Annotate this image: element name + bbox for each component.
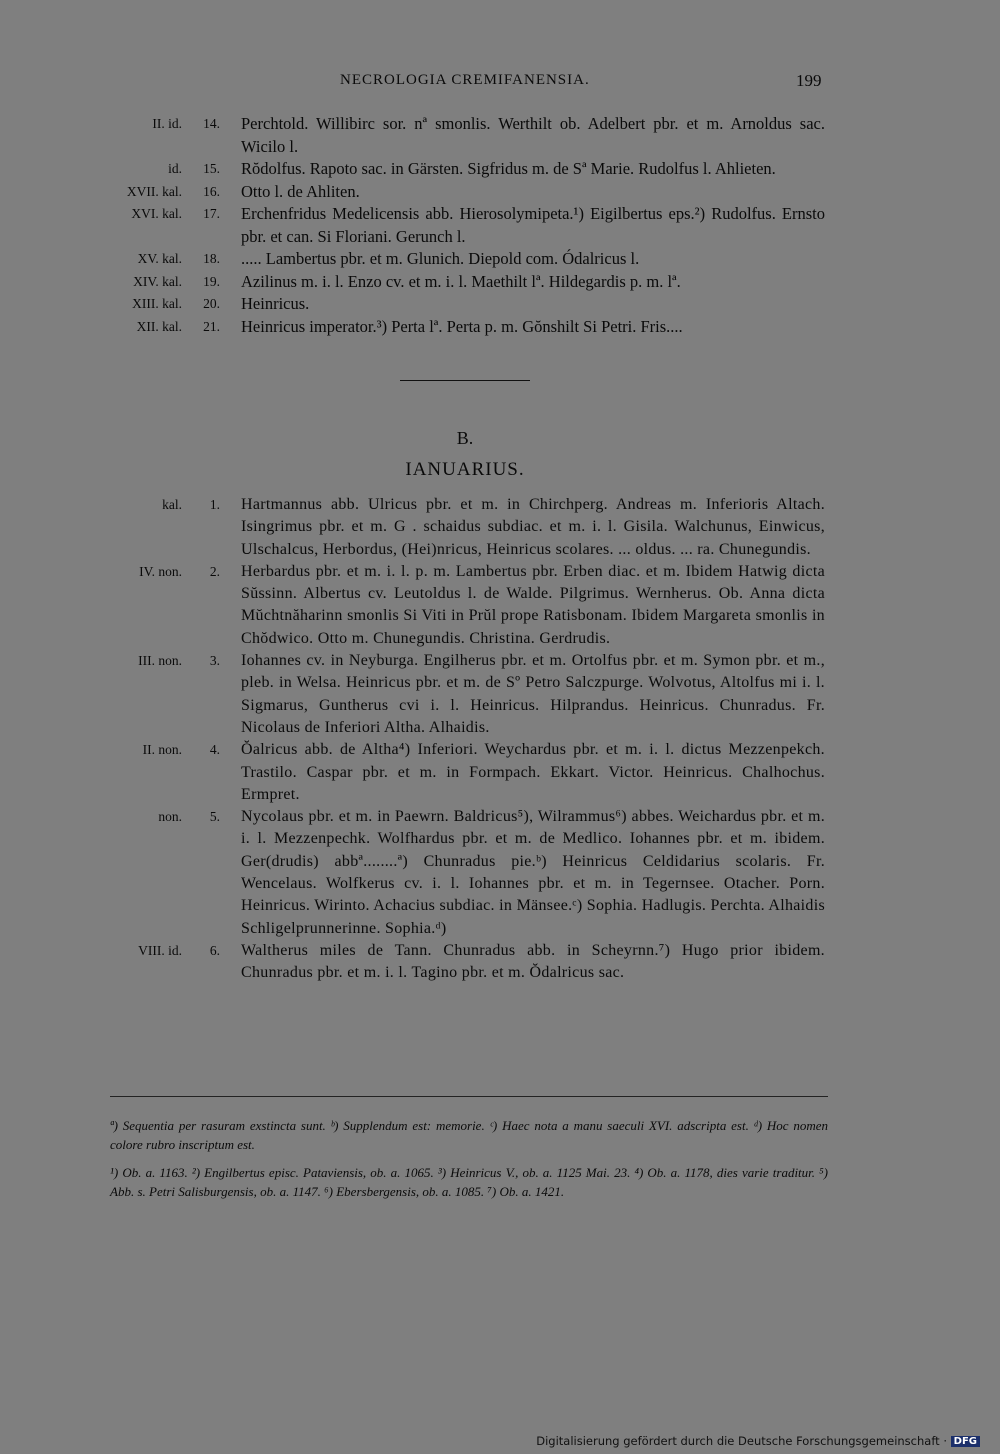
day-number: 6.: [209, 942, 220, 958]
footer-text: Digitalisierung gefördert durch die Deutsche Forschungsgemeinschaft ·: [536, 1434, 947, 1448]
calendar-date: III. non.: [138, 653, 182, 669]
day-number: 17.: [203, 206, 220, 221]
day-number: 5.: [209, 809, 220, 825]
footnotes-letter: ª) Sequentia per rasuram exstincta sunt. ᵇ) Supplendum est: memorie. ᶜ) Haec nota a manu saeculi XVI. adscripta est. ᵈ) Hoc nomen colore rubro inscriptum est.: [110, 1118, 828, 1152]
calendar-date: VIII. id.: [138, 942, 182, 958]
day-number: 4.: [209, 742, 220, 758]
calendar-date: IV. non.: [139, 563, 182, 579]
entry-text: Herbardus pbr. et m. i. l. p. m. Lambertus pbr. Erben diac. et m. Ibidem Hatwig dicta Sŭssinn. Albertus cv. Leutoldus l. de Walde. Pilgrimus. Wernherus. Ob. Anna dicta Mŭchtnăharinn smonlis Si Viti in Prŭl prope Ratisbonam. Ibidem Margareta smonlis in Chŏdwico. Otto m. Chunegundis. Christina. Gerdrudis.: [241, 562, 825, 647]
entries-january: [0, 494, 1000, 985]
entry: [0, 940, 1000, 985]
day-number: 18.: [203, 251, 220, 266]
footnote-rule: [110, 1096, 828, 1097]
entry-text: Erchenfridus Medelicensis abb. Hierosolymipeta.¹) Eigilbertus eps.²) Rudolfus. Ernsto pbr. et can. Si Floriani. Gerunch l.: [241, 204, 825, 246]
entry: [0, 316, 1000, 339]
entry-text: Nycolaus pbr. et m. in Paewrn. Baldricus⁵), Wilrammus⁶) abbes. Weichardus pbr. et m. i. l. Mezzenpechk. Wolfhardus pbr. et m. de Medlico. Iohannes pbr. et m. ibidem. Ger(drudis) abbª........ª) Chunradus pie.ᵇ) Heinricus Celdidarius scolaris. Fr. Wencelaus. Wolfkerus cv. i. l. Iohannes pbr. et m. in Tegernsee. Otacher. Porn. Heinricus. Wirinto. Achacius subdiac. in Mänsee.ᶜ) Sophia. Hadlugis. Perchta. Alhaidis Schligelprunnerinne. Sophia.ᵈ): [241, 808, 825, 937]
day-number: 20.: [203, 296, 220, 311]
entry: [0, 293, 1000, 316]
entry-text: Rŏdolfus. Rapoto sac. in Gärsten. Sigfridus m. de Sª Marie. Rudolfus l. Ahlieten.: [241, 159, 776, 178]
entry: [0, 203, 1000, 248]
entry-text: Heinricus imperator.³) Perta lª. Perta p. m. Gŏnshilt Si Petri. Fris....: [241, 316, 683, 336]
entry-text: Waltherus miles de Tann. Chunradus abb. in Scheyrnn.⁷) Hugo prior ibidem. Chunradus pbr. et m. i. l. Tagino pbr. et m. Ŏdalricus sac.: [241, 941, 825, 982]
day-number: 14.: [203, 116, 220, 131]
day-number: 16.: [203, 183, 220, 199]
day-number: 1.: [209, 497, 220, 512]
entry: [0, 271, 1000, 294]
entry-text: Iohannes cv. in Neyburga. Engilherus pbr. et m. Ortolfus pbr. et m. Symon pbr. et m., pleb. in Welsa. Heinricus pbr. et m. de Sº Petro Salczpurge. Wolvotus, Altolfus mi i. l. Sigmarus, Guntherus cvi i. l. Heinricus. Hilprandus. Heinricus. Chunradus. Fr. Nicolaus de Inferiori Altha. Alhaidis.: [241, 652, 825, 736]
day-number: 3.: [209, 653, 220, 669]
entry: [0, 739, 1000, 806]
calendar-date: II. id.: [152, 116, 182, 131]
page-number: 199: [796, 71, 822, 90]
calendar-date: XIII. kal.: [132, 296, 182, 311]
section-title: IANUARIUS.: [405, 459, 525, 480]
running-title: NECROLOGIA CREMIFANENSIA.: [340, 72, 590, 88]
calendar-date: XIV. kal.: [133, 273, 182, 289]
entry: [0, 248, 1000, 271]
entry: [0, 806, 1000, 940]
calendar-date: id.: [168, 161, 182, 176]
calendar-date: non.: [158, 809, 182, 825]
day-number: 2.: [209, 563, 220, 579]
dfg-logo: DFG: [951, 1436, 980, 1447]
entry: [0, 113, 1000, 158]
calendar-date: XII. kal.: [136, 318, 182, 334]
entry-text: Azilinus m. i. l. Enzo cv. et m. i. l. Maethilt lª. Hildegardis p. m. lª.: [241, 271, 681, 291]
funding-footer: [536, 1434, 980, 1448]
entry: [0, 650, 1000, 739]
entry: [0, 494, 1000, 561]
entries-top: [0, 113, 1000, 338]
day-number: 15.: [203, 161, 220, 176]
entry: [0, 561, 1000, 650]
footnotes-numbered: ¹) Ob. a. 1163. ²) Engilbertus episc. Pataviensis, ob. a. 1065. ³) Heinricus V., ob. a. 1125 Mai. 23. ⁴) Ob. a. 1178, dies varie traditur. ⁵) Abb. s. Petri Salisburgensis, ob. a. 1147. ⁶) Ebersbergensis, ob. a. 1085. ⁷) Ob. a. 1421.: [110, 1165, 828, 1199]
entry-text: Hartmannus abb. Ulricus pbr. et m. in Chirchperg. Andreas m. Inferioris Altach. Isingrimus pbr. et m. G . schaidus subdiac. et m. i. l. Gisila. Walchunus, Einwicus, Ulschalcus, Herbordus, (Hei)nricus, Heinricus scolares. ... oldus. ... ra. Chunegundis.: [241, 496, 825, 558]
entry-text: Heinricus.: [241, 294, 310, 313]
section-divider: [400, 380, 530, 381]
entry-text: Perchtold. Willibirc sor. nª smonlis. Werthilt ob. Adelbert pbr. et m. Arnoldus sac. Wicilo l.: [241, 114, 825, 156]
section-letter: B.: [456, 428, 474, 448]
calendar-date: II. non.: [142, 742, 182, 758]
calendar-date: kal.: [162, 497, 182, 512]
entry-text: Otto l. de Ahliten.: [241, 181, 360, 201]
entry-text: Ŏalricus abb. de Altha⁴) Inferiori. Weychardus pbr. et m. i. l. dictus Mezzenpekch. Trastilo. Caspar pbr. et m. in Formpach. Ekkart. Victor. Heinricus. Chalhochus. Ermpret.: [241, 741, 825, 803]
entry-text: ..... Lambertus pbr. et m. Glunich. Diepold com. Ódalricus l.: [241, 249, 640, 268]
day-number: 21.: [203, 318, 220, 334]
calendar-date: XV. kal.: [137, 251, 182, 266]
page-header: [0, 72, 1000, 96]
entry: [0, 158, 1000, 181]
day-number: 19.: [203, 273, 220, 289]
entry: [0, 181, 1000, 204]
calendar-date: XVI. kal.: [131, 206, 182, 221]
calendar-date: XVII. kal.: [126, 183, 182, 199]
